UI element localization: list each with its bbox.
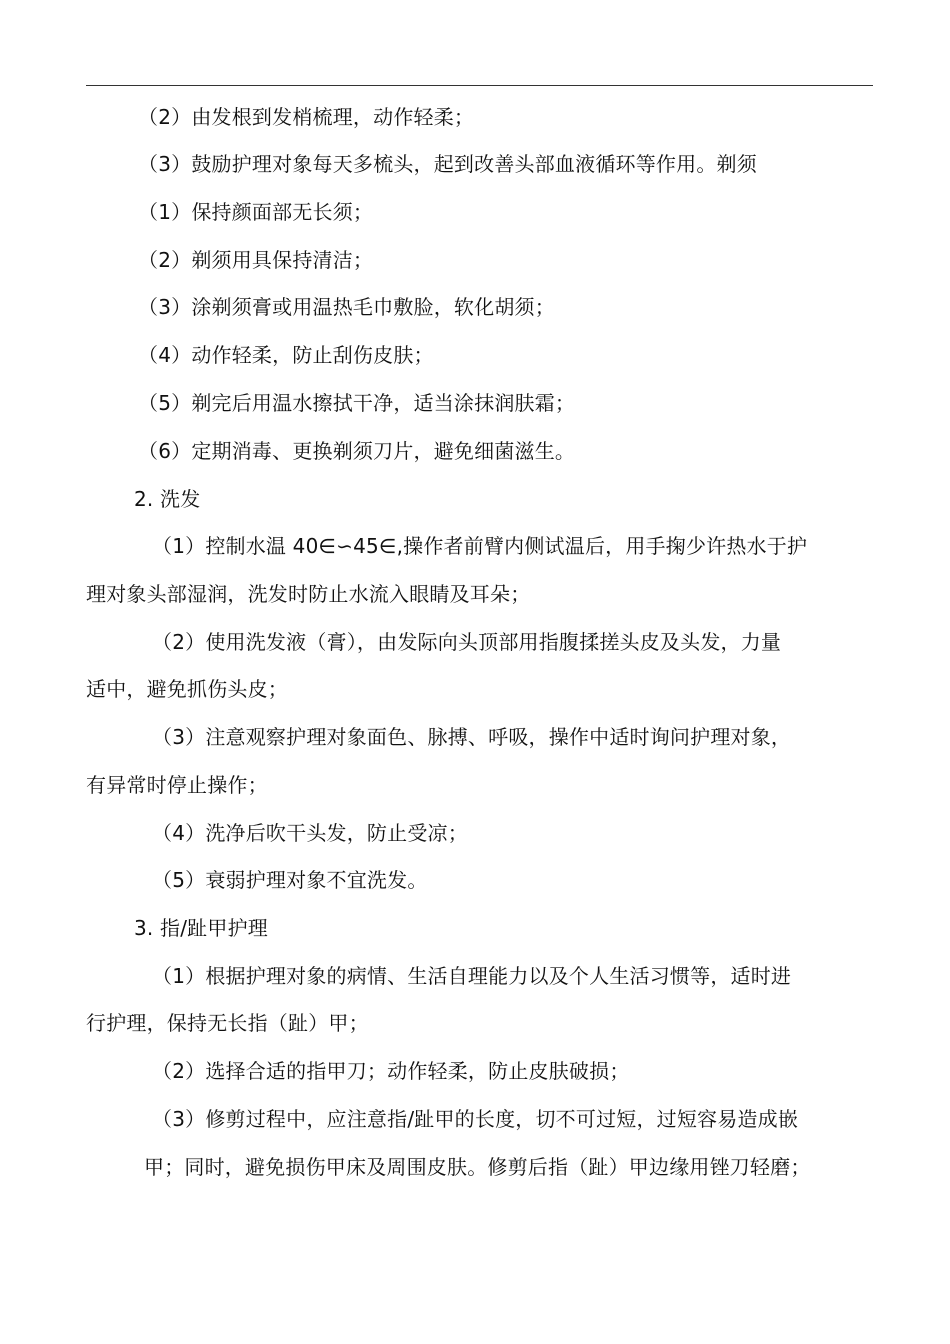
text-line: （1）保持颜面部无长须； — [138, 200, 374, 224]
text-line: 甲；同时，避免损伤甲床及周围皮肤。修剪后指（趾）甲边缘用锉刀轻磨； — [144, 1155, 811, 1179]
text-line: （2）由发根到发梢梳理，动作轻柔； — [138, 105, 475, 129]
text-line: （3）修剪过程中，应注意指/趾甲的长度，切不可过短，过短容易造成嵌 — [152, 1107, 799, 1131]
text-line: （6）定期消毒、更换剃须刀片，避免细菌滋生。 — [138, 439, 576, 463]
text-line: （4）动作轻柔，防止刮伤皮肤； — [138, 343, 434, 367]
text-line: （3）涂剃须膏或用温热毛巾敷脸，软化胡须； — [138, 295, 555, 319]
text-line: （3）鼓励护理对象每天多梳头，起到改善头部血液循环等作用。剃须 — [138, 152, 757, 176]
section-heading: 2. 洗发 — [134, 487, 201, 511]
text-line: 适中，避免抓伤头皮； — [86, 677, 288, 701]
text-line: （1）根据护理对象的病情、生活自理能力以及个人生活习惯等，适时进 — [152, 964, 792, 988]
text-line: 行护理，保持无长指（趾）甲； — [86, 1011, 369, 1035]
text-line: （5）衰弱护理对象不宜洗发。 — [152, 868, 428, 892]
section-heading: 3. 指/趾甲护理 — [134, 916, 268, 940]
text-line: 理对象头部湿润，洗发时防止水流入眼睛及耳朵； — [86, 582, 531, 606]
text-line: （5）剃完后用温水擦拭干净，适当涂抹润肤霜； — [138, 391, 576, 415]
text-line: （1）控制水温 40∈∽45∈,操作者前臂内侧试温后，用手掬少许热水于护 — [152, 534, 808, 558]
text-line: （2）选择合适的指甲刀；动作轻柔，防止皮肤破损； — [152, 1059, 630, 1083]
text-line: （3）注意观察护理对象面色、脉搏、呼吸，操作中适时询问护理对象， — [152, 725, 792, 749]
text-line: 有异常时停止操作； — [86, 773, 268, 797]
text-line: （2）使用洗发液（膏），由发际向头顶部用指腹揉搓头皮及头发，力量 — [152, 630, 782, 654]
text-line: （4）洗净后吹干头发，防止受凉； — [152, 821, 468, 845]
header-rule — [86, 85, 873, 86]
text-line: （2）剃须用具保持清洁； — [138, 248, 374, 272]
